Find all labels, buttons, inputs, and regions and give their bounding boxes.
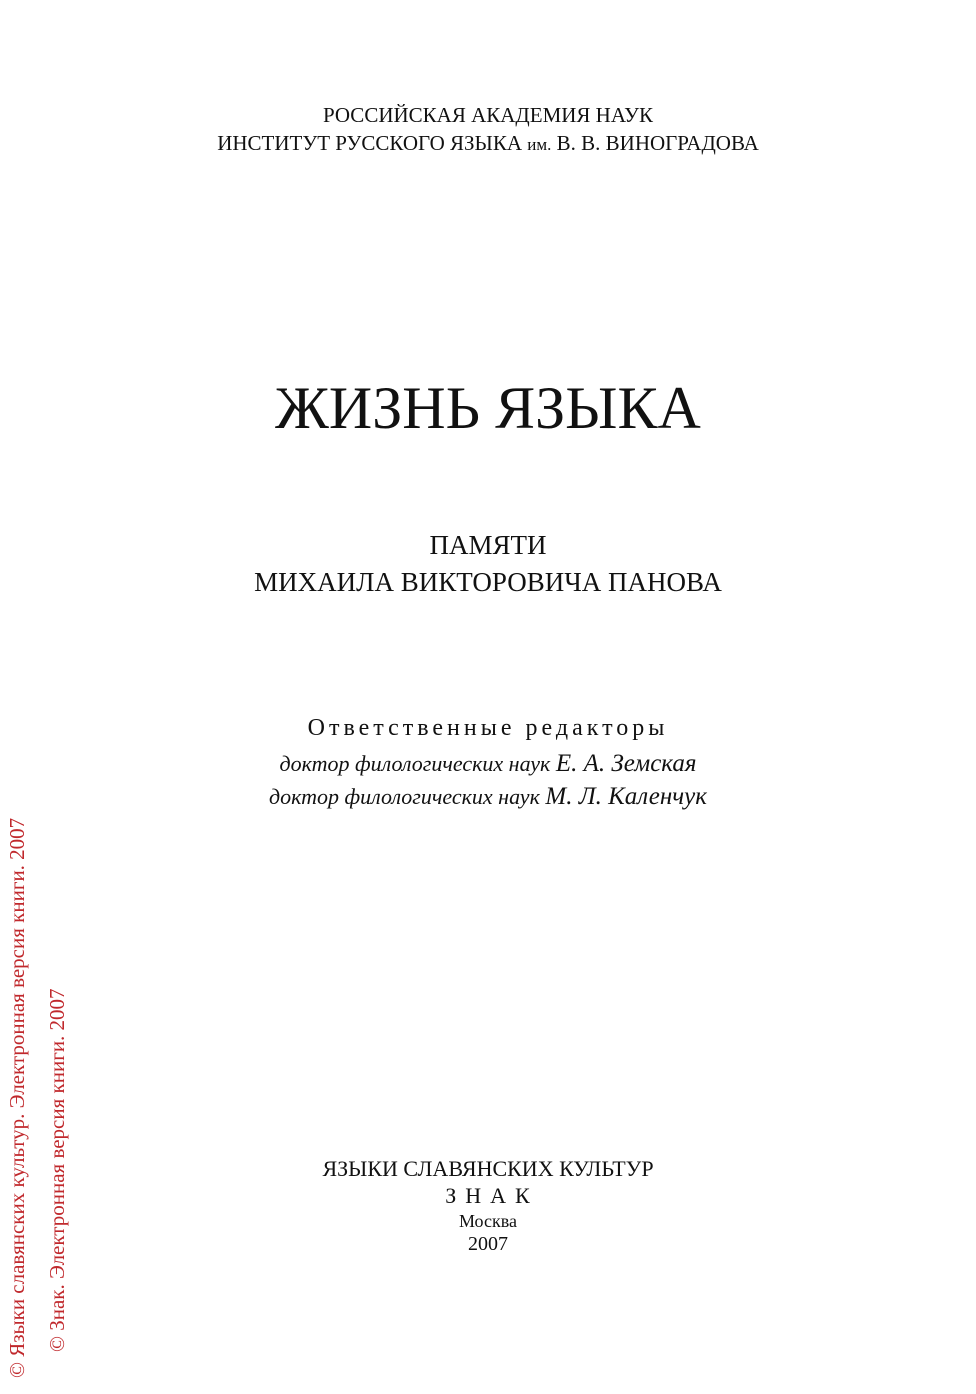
editor-2-name: М. Л. Каленчук [545, 783, 707, 810]
publisher-name: ЯЗЫКИ СЛАВЯНСКИХ КУЛЬТУР [322, 1156, 654, 1181]
editors-heading: Ответственные редакторы [307, 715, 669, 741]
editor-1 [0, 750, 976, 778]
editor-2 [0, 783, 976, 811]
editor-2-degree: доктор филологических наук [269, 784, 546, 809]
publication-year: 2007 [468, 1233, 508, 1255]
institute-main: ИНСТИТУТ РУССКОГО ЯЗЫКА [217, 131, 528, 155]
institute-person: В. В. ВИНОГРАДОВА [551, 131, 759, 155]
copyright-watermark-1: © Языки славянских культур. Электронная версия книги. 2007 [5, 817, 29, 1378]
dedication-line-1: ПАМЯТИ [429, 530, 547, 560]
academy-name: РОССИЙСКАЯ АКАДЕМИЯ НАУК [322, 103, 654, 127]
institute-name [0, 131, 976, 156]
copyright-watermark-2: © Знак. Электронная версия книги. 2007 [45, 988, 69, 1352]
publisher-city: Москва [459, 1211, 517, 1231]
book-title: ЖИЗНЬ ЯЗЫКА [275, 375, 701, 441]
institute-im: им. [527, 135, 552, 154]
dedication-line-2: МИХАИЛА ВИКТОРОВИЧА ПАНОВА [254, 567, 722, 597]
editor-1-degree: доктор филологических наук [279, 751, 556, 776]
publisher-imprint: ЗНАК [445, 1183, 539, 1208]
editor-1-name: Е. А. Земская [555, 750, 697, 777]
